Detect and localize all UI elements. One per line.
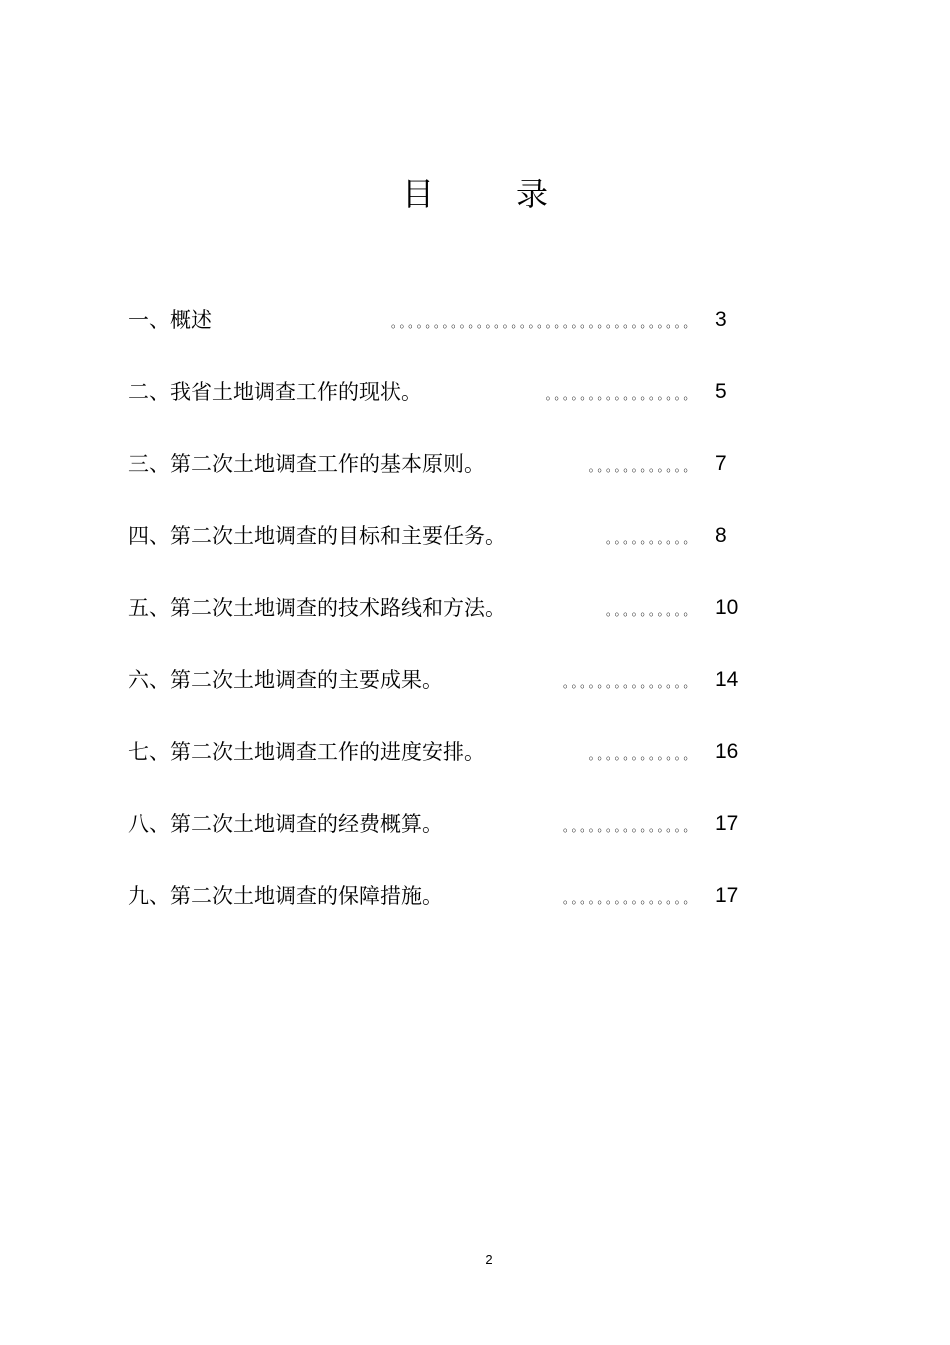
toc-entry-page: 5 [715,380,727,403]
toc-entry-2[interactable] [128,371,768,443]
table-of-contents [128,299,768,947]
toc-entry-page: 8 [715,524,727,547]
page-number: 2 [485,1252,493,1267]
toc-title-left: 目 [401,175,434,213]
toc-entry-label: 三、第二次土地调查工作的基本原则。 [128,452,485,476]
toc-entry-page: 17 [715,884,739,907]
toc-entry-6[interactable] [128,659,768,731]
toc-entry-3[interactable] [128,443,768,515]
toc-entry-label: 九、第二次土地调查的保障措施。 [128,884,443,908]
toc-entry-label: 七、第二次土地调查工作的进度安排。 [128,740,485,764]
toc-entry-1[interactable] [128,299,768,371]
toc-entry-label: 五、第二次土地调查的技术路线和方法。 [128,596,506,620]
toc-entry-leader: 。。。。。。。。。。。。 [588,460,698,474]
toc-entry-7[interactable] [128,731,768,803]
toc-entry-label: 二、我省土地调查工作的现状。 [128,380,422,404]
toc-entry-leader: 。。。。。。。。。。 [605,532,698,546]
toc-entry-4[interactable] [128,515,768,587]
toc-entry-page: 7 [715,452,727,475]
toc-entry-5[interactable] [128,587,768,659]
toc-entry-page: 17 [715,812,739,835]
toc-entry-page: 16 [715,740,739,763]
toc-entry-8[interactable] [128,803,768,875]
toc-entry-leader: 。。。。。。。。。。 [605,604,698,618]
toc-entry-leader: 。。。。。。。。。。。。。。。。。。。。。。。。。。。。。。。。。。。 [390,316,698,330]
toc-title-right: 录 [516,175,549,213]
toc-title [0,172,950,216]
toc-entry-leader: 。。。。。。。。。。。。。。。 [562,892,698,906]
toc-entry-page: 14 [715,668,739,691]
toc-entry-leader: 。。。。。。。。。。。。。。。。。 [545,388,698,402]
toc-entry-label: 六、第二次土地调查的主要成果。 [128,668,443,692]
toc-entry-label: 一、概述 [128,308,212,332]
toc-entry-9[interactable] [128,875,768,947]
toc-entry-label: 四、第二次土地调查的目标和主要任务。 [128,524,506,548]
toc-entry-page: 10 [715,596,739,619]
toc-entry-leader: 。。。。。。。。。。。。。。。 [562,676,698,690]
toc-entry-label: 八、第二次土地调查的经费概算。 [128,812,443,836]
toc-entry-page: 3 [715,308,727,331]
toc-entry-leader: 。。。。。。。。。。。。 [588,748,698,762]
toc-entry-leader: 。。。。。。。。。。。。。。。 [562,820,698,834]
